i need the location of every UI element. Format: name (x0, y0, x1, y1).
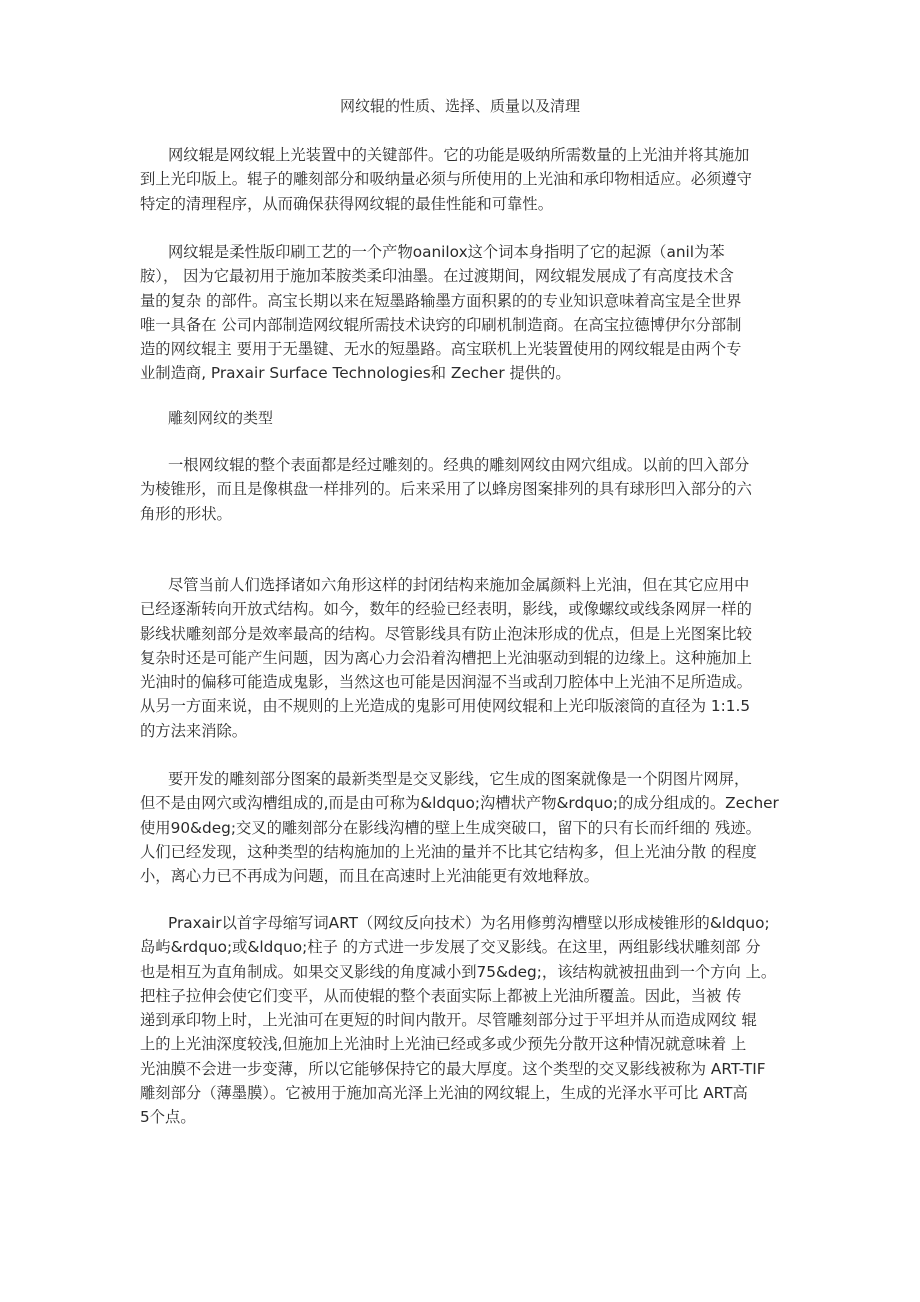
text-line: 递到承印物上时，上光油可在更短的时间内散开。尽管雕刻部分过于平坦并从而造成网纹 辊 (140, 1011, 757, 1030)
text-line: 尽管当前人们选择诸如六角形这样的封闭结构来施加金属颜料上光油，但在其它应用中 (168, 576, 750, 594)
text-line: 一根网纹辊的整个表面都是经过雕刻的。经典的雕刻网纹由网穴组成。以前的凹入部分 (168, 456, 750, 474)
text-line: Praxair以首字母缩写词ART（网纹反向技术）为名用修剪沟槽壁以形成棱锥形的&ldquo; (168, 914, 770, 932)
text-line: 为棱锥形，而且是像棋盘一样排列的。后来采用了以蜂房图案排列的具有球形凹入部分的六 (140, 480, 752, 499)
text-line: 唯一具备在 公司内部制造网纹辊所需技术诀窍的印刷机制造商。在高宝拉德博伊尔分部制 (140, 315, 742, 334)
text-line: 也是相互为直角制成。如果交叉影线的角度减小到75&deg;，该结构就被扭曲到一个方向 上。 (140, 962, 777, 981)
text-line: 网纹辊是网纹辊上光装置中的关键部件。它的功能是吸纳所需数量的上光油并将其施加 (168, 146, 750, 164)
text-line: 的方法来消除。 (140, 721, 248, 740)
paragraph-open-structures (140, 573, 800, 743)
text-line: 到上光印版上。辊子的雕刻部分和吸纳量必须与所使用的上光油和承印物相适应。必须遵守 (140, 170, 752, 189)
paragraph-cross-hatch (140, 767, 800, 888)
text-line: 岛屿&rdquo;或&ldquo;柱子 的方式进一步发展了交叉影线。在这里，两组影线状雕刻部 分 (140, 938, 761, 957)
text-line: 已经逐渐转向开放式结构。如今，数年的经验已经表明，影线，或像螺纹或线条网屏一样的 (140, 600, 752, 619)
text-line: 雕刻部分（薄墨膜）。它被用于施加高光泽上光油的网纹辊上，生成的光泽水平可比 ART高 (140, 1084, 748, 1103)
paragraph-praxair-art (140, 911, 800, 1130)
text-line: 复杂时还是可能产生问题，因为离心力会沿着沟槽把上光油驱动到辊的边缘上。这种施加上 (140, 648, 752, 667)
text-line: 上的上光油深度较浅,但施加上光油时上光油已经或多或少预先分散开这种情况就意味着 上 (140, 1035, 747, 1054)
paragraph-engraving-cells (140, 453, 800, 526)
text-line: 光油时的偏移可能造成鬼影，当然这也可能是因润湿不当或刮刀腔体中上光油不足所造成。 (140, 673, 752, 692)
text-line: 把柱子拉伸会使它们变平，从而使辊的整个表面实际上都被上光油所覆盖。因此，当被 传 (140, 986, 742, 1005)
paragraph-anilox-origin (140, 240, 800, 386)
text-line: 5个点。 (140, 1108, 196, 1127)
document-title: 网纹辊的性质、选择、质量以及清理 (339, 97, 580, 115)
text-line: 网纹辊是柔性版印刷工艺的一个产物oanilox这个词本身指明了它的起源（anil为苯 (168, 243, 725, 261)
text-line: 但不是由网穴或沟槽组成的,而是由可称为&ldquo;沟槽状产物&rdquo;的成分组成的。Zecher (140, 794, 779, 813)
text-line: 小，离心力已不再成为问题，而且在高速时上光油能更有效地释放。 (140, 867, 599, 886)
text-line: 从另一方面来说，由不规则的上光造成的鬼影可用使网纹辊和上光印版滚筒的直径为 1:1.5 (140, 697, 751, 716)
text-line: 影线状雕刻部分是效率最高的结构。尽管影线具有防止泡沫形成的优点，但是上光图案比较 (140, 624, 752, 643)
text-line: 角形的形状。 (140, 504, 232, 523)
text-line: 业制造商, Praxair Surface Technologies和 Zecher 提供的。 (140, 364, 571, 383)
text-line: 量的复杂 的部件。高宝长期以来在短墨路输墨方面积累的的专业知识意味着高宝是全世界 (140, 291, 742, 310)
text-line: 人们已经发现，这种类型的结构施加的上光油的量并不比其它结构多，但上光油分散 的程度 (140, 842, 757, 861)
text-line: 要开发的雕刻部分图案的最新类型是交叉影线，它生成的图案就像是一个阴图片网屏， (168, 770, 750, 788)
text-line: 使用90&deg;交叉的雕刻部分在影线沟槽的壁上生成突破口，留下的只有长而纤细的 残迹。 (140, 818, 761, 837)
text-line: 特定的清理程序，从而确保获得网纹辊的最佳性能和可靠性。 (140, 194, 554, 213)
text-line: 光油膜不会进一步变薄，所以它能够保持它的最大厚度。这个类型的交叉影线被称为 ART-TIF (140, 1059, 766, 1078)
text-line: 胺）， 因为它最初用于施加苯胺类柔印油墨。在过渡期间，网纹辊发展成了有高度技术含 (140, 267, 734, 286)
text-line: 造的网纹辊主 要用于无墨键、无水的短墨路。高宝联机上光装置使用的网纹辊是由两个专 (140, 340, 742, 359)
section-heading: 雕刻网纹的类型 (168, 409, 274, 427)
paragraph-intro (140, 143, 800, 216)
